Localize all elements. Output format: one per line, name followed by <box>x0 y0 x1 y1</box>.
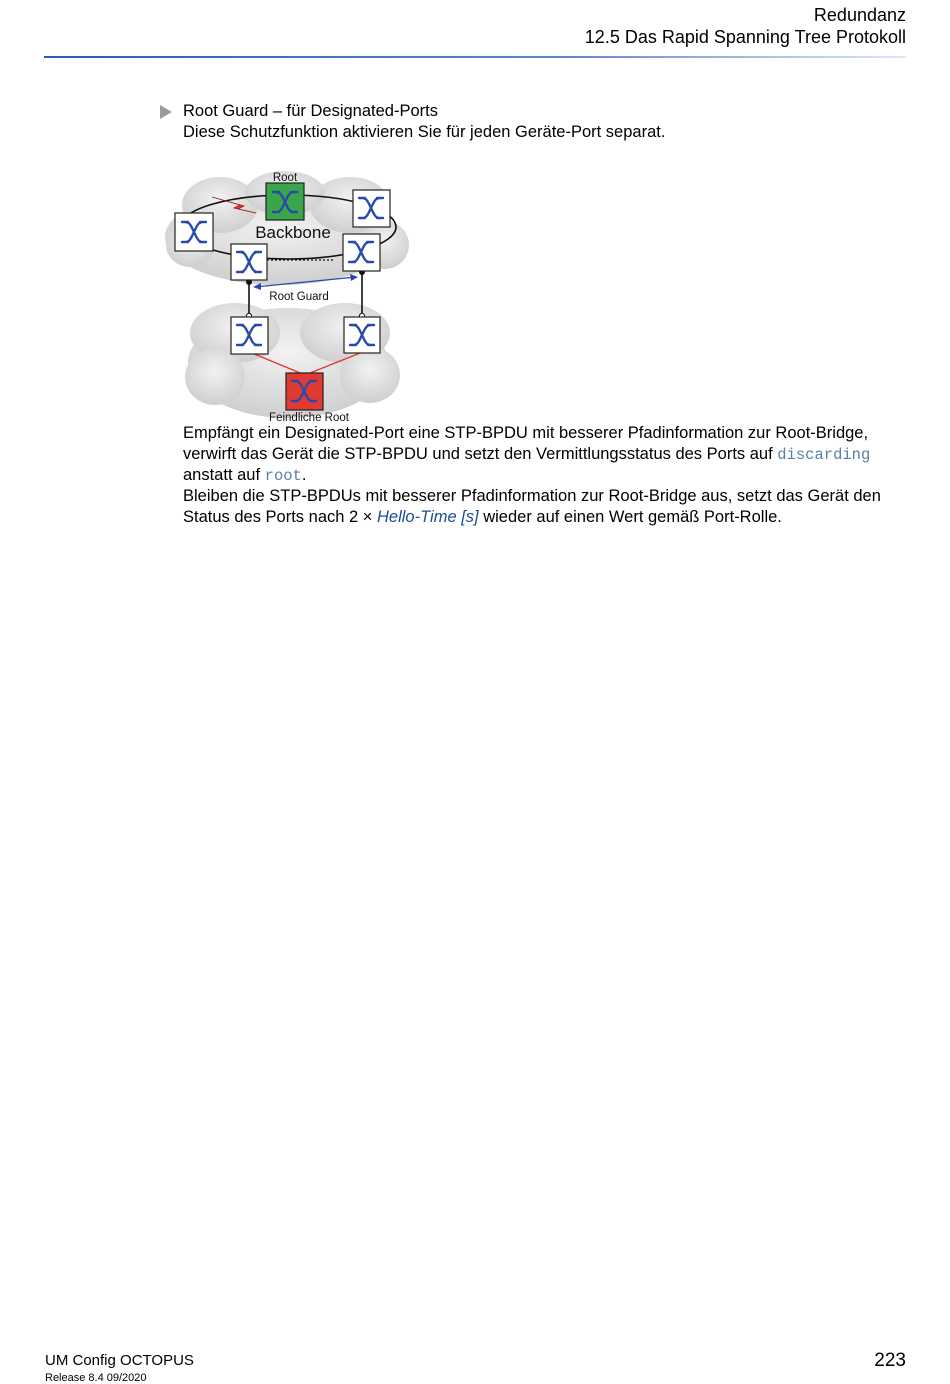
switch-backbone-top-right <box>353 190 390 227</box>
switch-lower-right <box>344 317 380 353</box>
page-number: 223 <box>874 1350 906 1371</box>
label-root: Root <box>272 172 298 184</box>
para1-line3-text: anstatt auf <box>183 466 265 484</box>
header-rule <box>44 56 906 58</box>
switch-backbone-bottom-left <box>231 244 267 280</box>
label-hostile-root: Feindliche Root <box>269 412 349 424</box>
label-root-guard: Root Guard <box>269 291 329 303</box>
label-backbone: Backbone <box>255 223 331 242</box>
code-discarding: discarding <box>777 446 871 464</box>
switch-hostile-root <box>286 373 323 410</box>
para1-line2 <box>183 444 870 466</box>
root-guard-arrowhead-right <box>350 274 358 281</box>
bullet-title: Root Guard – für Designated-Ports <box>183 102 438 120</box>
bullet-arrow-icon <box>160 105 172 119</box>
switch-backbone-bottom-right <box>343 234 380 271</box>
switch-root <box>266 183 304 220</box>
para2-line2 <box>183 507 782 528</box>
para1-line1: Empfängt ein Designated-Port eine STP-BPDU mit besserer Pfadinformation zur Root-Bridge, <box>183 424 869 442</box>
switch-backbone-left <box>175 213 213 251</box>
root-guard-diagram <box>160 165 420 427</box>
para1-line3 <box>183 465 306 487</box>
switch-lower-left <box>231 317 268 354</box>
para1-line2-text: verwirft das Gerät die STP-BPDU und setzt den Vermittlungsstatus des Ports auf <box>183 445 778 463</box>
para2-line2-end: wieder auf einen Wert gemäß Port-Rolle. <box>478 508 782 526</box>
bullet-description: Diese Schutzfunktion aktivieren Sie für jeden Geräte-Port separat. <box>183 123 666 141</box>
header-section: 12.5 Das Rapid Spanning Tree Protokoll <box>584 27 906 47</box>
footer-release: Release 8.4 09/2020 <box>45 1372 147 1384</box>
footer-doc-title: UM Config OCTOPUS <box>45 1352 194 1369</box>
root-guard-arrowhead-left <box>253 283 261 290</box>
code-root: root <box>264 467 302 485</box>
header-chapter: Redundanz <box>813 5 906 25</box>
para2-line2-text: Status des Ports nach 2 × <box>183 508 377 526</box>
para1-line3-end: . <box>301 466 307 484</box>
para2-line1: Bleiben die STP-BPDUs mit besserer Pfadinformation zur Root-Bridge aus, setzt das Gerät den <box>183 487 881 505</box>
gui-hello-time: Hello-Time [s] <box>377 508 479 526</box>
